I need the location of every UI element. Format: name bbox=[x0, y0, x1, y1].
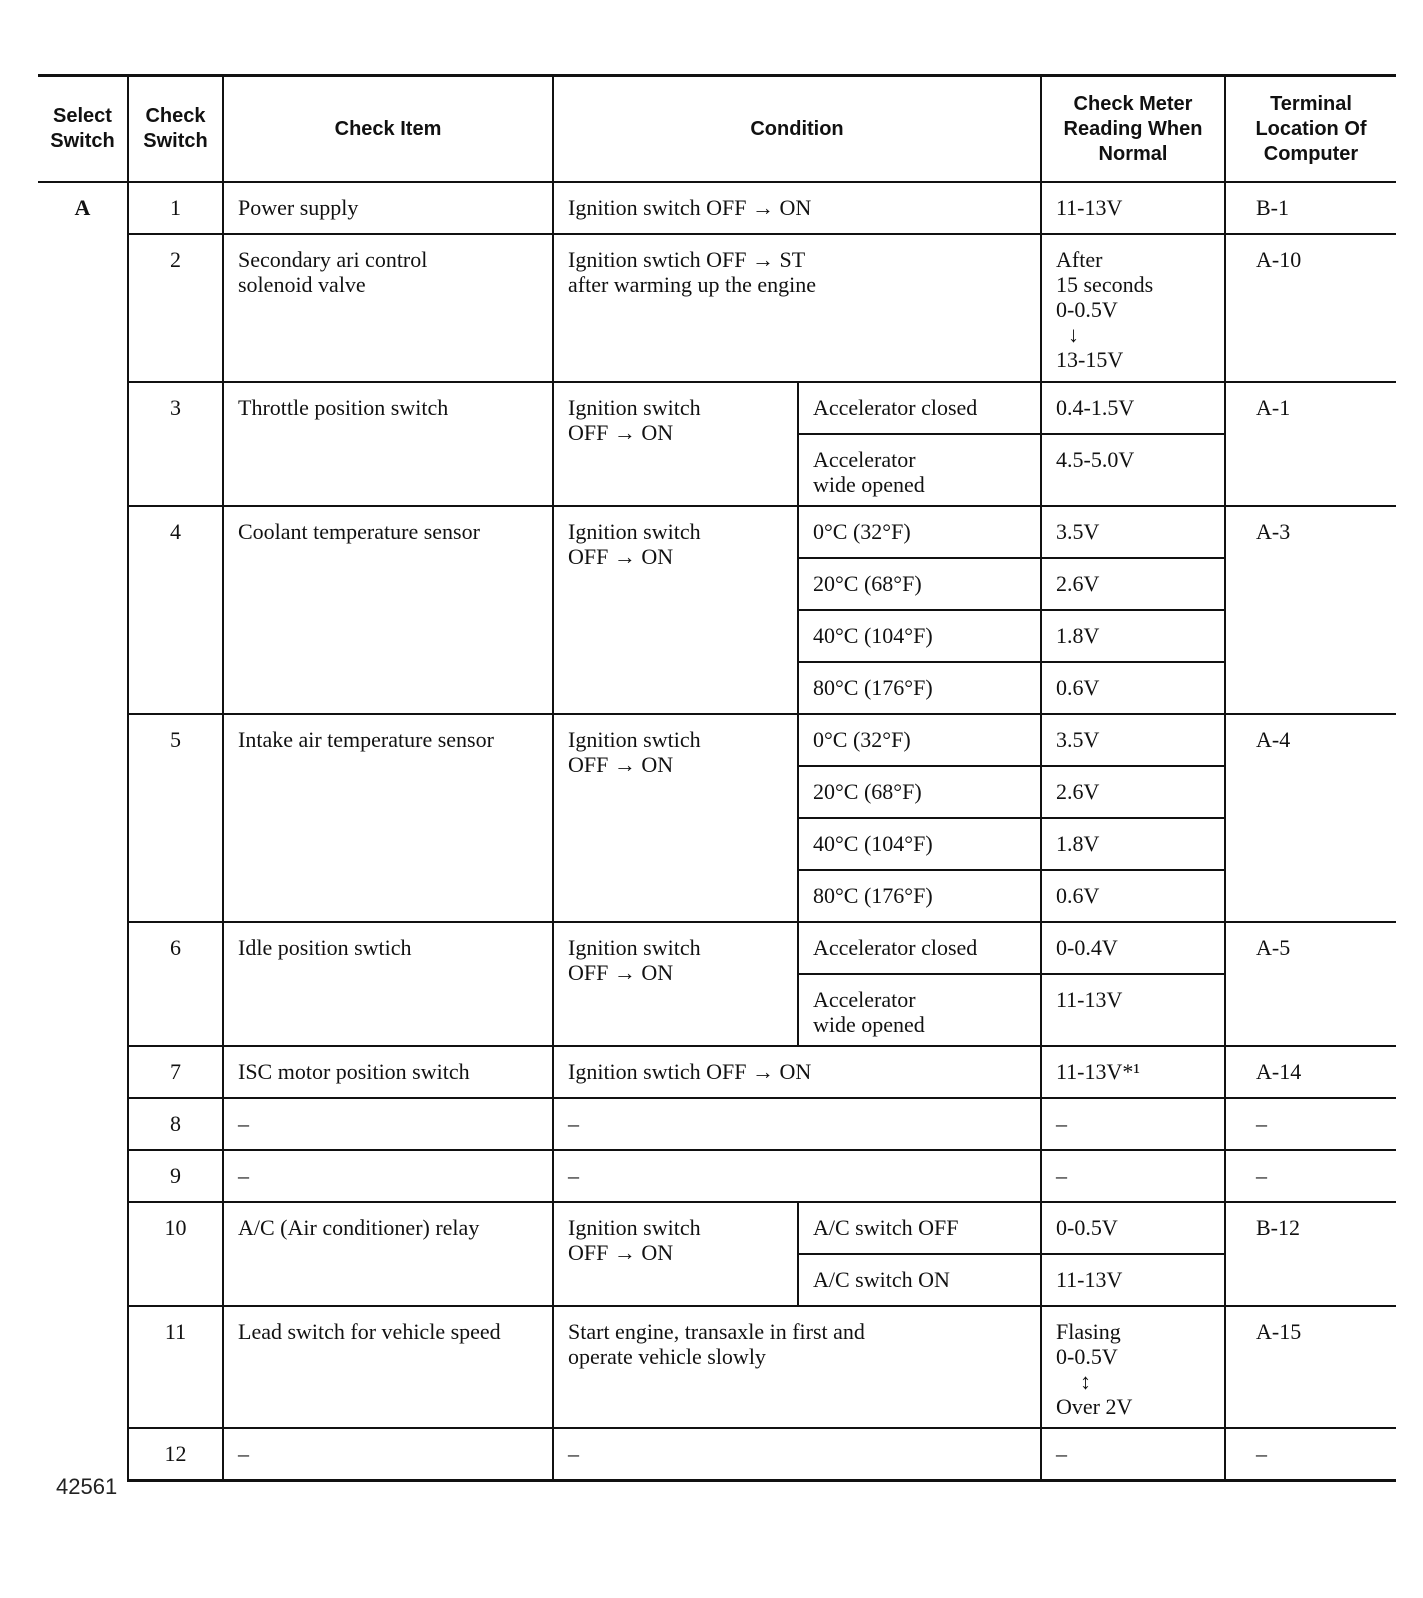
condition: – bbox=[553, 1098, 1041, 1150]
meter-reading: – bbox=[1041, 1098, 1225, 1150]
sub-condition: 80°C (176°F) bbox=[798, 662, 1041, 714]
figure-number: 42561 bbox=[56, 1474, 118, 1499]
table-row bbox=[38, 234, 1396, 382]
header-row bbox=[38, 76, 1396, 183]
meter-reading: 0.6V bbox=[1041, 870, 1225, 922]
meter-reading bbox=[1041, 1306, 1225, 1428]
sub-condition: 40°C (104°F) bbox=[798, 818, 1041, 870]
condition: Ignition switch OFF → ON bbox=[553, 182, 1041, 234]
check-switch-number: 10 bbox=[128, 1202, 223, 1306]
table-row bbox=[38, 714, 1396, 766]
table-row bbox=[38, 1306, 1396, 1428]
condition: Ignition swtich OFF → ST after warming up the engine bbox=[553, 234, 1041, 382]
header-check-switch: Check Switch bbox=[128, 76, 223, 183]
sub-condition: A/C switch OFF bbox=[798, 1202, 1041, 1254]
terminal-location: A-14 bbox=[1225, 1046, 1396, 1098]
check-item: Intake air temperature sensor bbox=[223, 714, 553, 922]
condition: – bbox=[553, 1150, 1041, 1202]
sub-condition: Accelerator wide opened bbox=[798, 434, 1041, 506]
table-row bbox=[38, 922, 1396, 974]
meter-reading: 11-13V bbox=[1041, 182, 1225, 234]
condition: – bbox=[553, 1428, 1041, 1481]
check-switch-number: 4 bbox=[128, 506, 223, 714]
meter-reading: 11-13V bbox=[1041, 974, 1225, 1046]
meter-reading: 4.5-5.0V bbox=[1041, 434, 1225, 506]
check-item: – bbox=[223, 1150, 553, 1202]
check-switch-number: 3 bbox=[128, 382, 223, 506]
table-row bbox=[38, 506, 1396, 558]
meter-reading: – bbox=[1041, 1150, 1225, 1202]
table-row bbox=[38, 1202, 1396, 1254]
meter-reading bbox=[1041, 234, 1225, 382]
check-item: ISC motor position switch bbox=[223, 1046, 553, 1098]
terminal-location: – bbox=[1225, 1150, 1396, 1202]
check-item: Lead switch for vehicle speed bbox=[223, 1306, 553, 1428]
table-row bbox=[38, 1046, 1396, 1098]
meter-reading: 11-13V*¹ bbox=[1041, 1046, 1225, 1098]
meter-reading: 0.4-1.5V bbox=[1041, 382, 1225, 434]
sub-condition: Accelerator wide opened bbox=[798, 974, 1041, 1046]
meter-reading: 1.8V bbox=[1041, 818, 1225, 870]
condition: Start engine, transaxle in first and operate vehicle slowly bbox=[553, 1306, 1041, 1428]
terminal-location: A-3 bbox=[1225, 506, 1396, 714]
table-row bbox=[38, 1428, 1396, 1481]
meter-reading-before: After 15 seconds 0-0.5V bbox=[1056, 247, 1154, 322]
table-row bbox=[38, 1098, 1396, 1150]
check-switch-number: 7 bbox=[128, 1046, 223, 1098]
down-arrow-icon: ↓ bbox=[1068, 322, 1079, 347]
header-select-switch: Select Switch bbox=[38, 76, 128, 183]
meter-reading: 3.5V bbox=[1041, 714, 1225, 766]
check-switch-number: 6 bbox=[128, 922, 223, 1046]
sub-condition: 40°C (104°F) bbox=[798, 610, 1041, 662]
header-condition: Condition bbox=[553, 76, 1041, 183]
condition: Ignition swtich OFF → ON bbox=[553, 1046, 1041, 1098]
up-down-arrow-icon: ↕ bbox=[1080, 1369, 1091, 1394]
terminal-location: A-4 bbox=[1225, 714, 1396, 922]
meter-reading-after: Over 2V bbox=[1056, 1394, 1133, 1419]
check-switch-number: 8 bbox=[128, 1098, 223, 1150]
select-switch-value: A bbox=[38, 182, 128, 1481]
sub-condition: 20°C (68°F) bbox=[798, 766, 1041, 818]
check-item: – bbox=[223, 1098, 553, 1150]
condition: Ignition switch OFF → ON bbox=[553, 382, 798, 506]
meter-reading: – bbox=[1041, 1428, 1225, 1481]
sub-condition: 80°C (176°F) bbox=[798, 870, 1041, 922]
meter-reading-before: Flasing 0-0.5V bbox=[1056, 1319, 1121, 1369]
table-row bbox=[38, 382, 1396, 434]
terminal-location: B-1 bbox=[1225, 182, 1396, 234]
terminal-location: A-1 bbox=[1225, 382, 1396, 506]
header-check-item: Check Item bbox=[223, 76, 553, 183]
check-switch-number: 1 bbox=[128, 182, 223, 234]
check-item: Secondary ari control solenoid valve bbox=[223, 234, 553, 382]
condition: Ignition switch OFF → ON bbox=[553, 922, 798, 1046]
check-table bbox=[38, 74, 1396, 1482]
sub-condition: Accelerator closed bbox=[798, 922, 1041, 974]
check-switch-number: 2 bbox=[128, 234, 223, 382]
meter-reading: 0-0.4V bbox=[1041, 922, 1225, 974]
meter-reading: 0.6V bbox=[1041, 662, 1225, 714]
check-switch-number: 5 bbox=[128, 714, 223, 922]
sub-condition: A/C switch ON bbox=[798, 1254, 1041, 1306]
header-terminal: Terminal Location Of Computer bbox=[1225, 76, 1396, 183]
check-switch-number: 12 bbox=[128, 1428, 223, 1481]
header-meter-reading: Check Meter Reading When Normal bbox=[1041, 76, 1225, 183]
check-item: A/C (Air conditioner) relay bbox=[223, 1202, 553, 1306]
table-row bbox=[38, 182, 1396, 234]
meter-reading: 2.6V bbox=[1041, 766, 1225, 818]
check-item: Coolant temperature sensor bbox=[223, 506, 553, 714]
sub-condition: Accelerator closed bbox=[798, 382, 1041, 434]
meter-reading: 3.5V bbox=[1041, 506, 1225, 558]
meter-reading: 1.8V bbox=[1041, 610, 1225, 662]
meter-reading: 11-13V bbox=[1041, 1254, 1225, 1306]
table-row bbox=[38, 1150, 1396, 1202]
condition: Ignition switch OFF → ON bbox=[553, 506, 798, 714]
check-switch-number: 9 bbox=[128, 1150, 223, 1202]
terminal-location: B-12 bbox=[1225, 1202, 1396, 1306]
terminal-location: – bbox=[1225, 1428, 1396, 1481]
spec-table-container bbox=[38, 74, 1396, 1482]
condition: Ignition switch OFF → ON bbox=[553, 1202, 798, 1306]
check-item: Idle position swtich bbox=[223, 922, 553, 1046]
check-item: Power supply bbox=[223, 182, 553, 234]
terminal-location: A-15 bbox=[1225, 1306, 1396, 1428]
check-item: – bbox=[223, 1428, 553, 1481]
terminal-location: – bbox=[1225, 1098, 1396, 1150]
sub-condition: 20°C (68°F) bbox=[798, 558, 1041, 610]
sub-condition: 0°C (32°F) bbox=[798, 714, 1041, 766]
check-item: Throttle position switch bbox=[223, 382, 553, 506]
terminal-location: A-10 bbox=[1225, 234, 1396, 382]
check-switch-number: 11 bbox=[128, 1306, 223, 1428]
terminal-location: A-5 bbox=[1225, 922, 1396, 1046]
meter-reading: 2.6V bbox=[1041, 558, 1225, 610]
condition: Ignition swtich OFF → ON bbox=[553, 714, 798, 922]
meter-reading: 0-0.5V bbox=[1041, 1202, 1225, 1254]
sub-condition: 0°C (32°F) bbox=[798, 506, 1041, 558]
meter-reading-after: 13-15V bbox=[1056, 347, 1124, 372]
